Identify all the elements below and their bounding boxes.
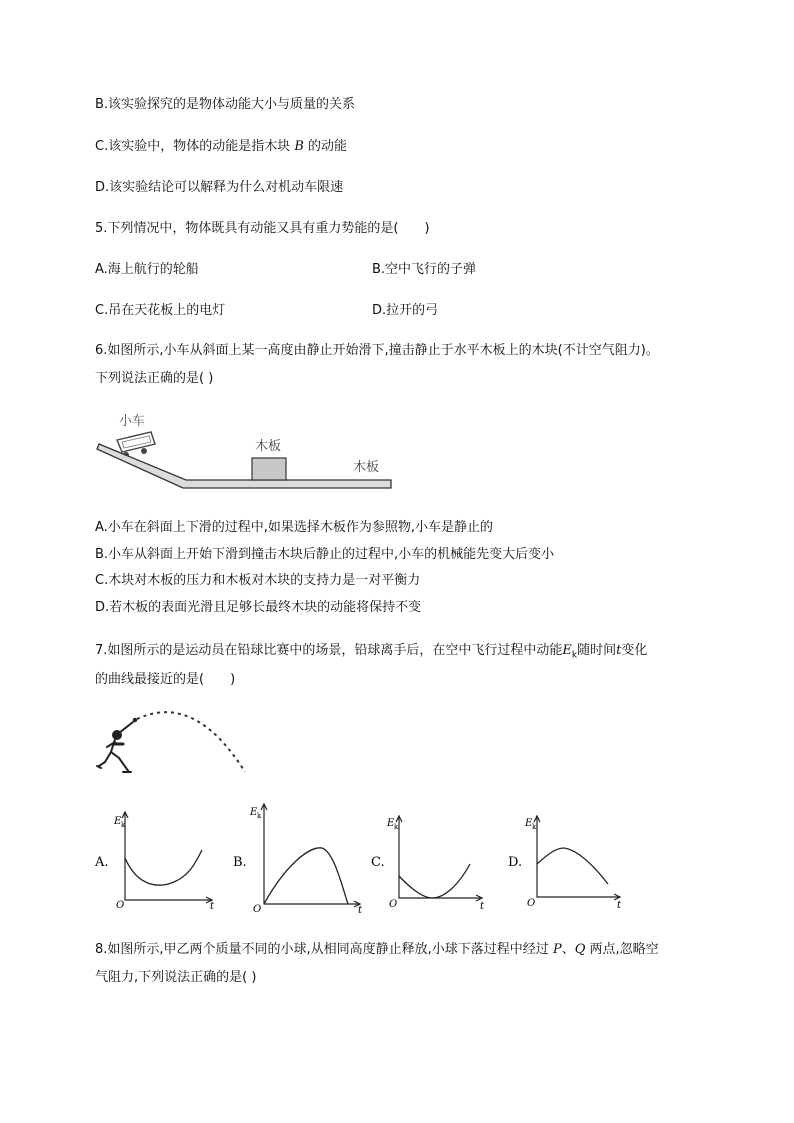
q7-graph-c-curve: [399, 864, 470, 898]
q6-option-d: D.若木板的表面光滑且足够长最终木块的动能将保持不变: [95, 600, 422, 615]
wood-block: [252, 458, 286, 480]
q8-point-q: Q: [574, 942, 586, 957]
q7-graph-b-ylabel: E: [250, 807, 258, 818]
q7-graph-a-label: A.: [95, 855, 109, 870]
q7-graph-a-ysub: k: [121, 821, 126, 829]
shot-trajectory: [137, 712, 245, 772]
q7-graph-b-origin: O: [253, 904, 262, 915]
q6-option-a: A.小车在斜面上下滑的过程中,如果选择木板作为参照物,小车是静止的: [95, 520, 494, 535]
q7-graph-d-ysub: k: [532, 823, 537, 831]
q7-graph-c-ysub: k: [394, 823, 399, 831]
q7-var-e: E: [562, 643, 572, 658]
q7-graph-d: [508, 816, 622, 911]
q6-stem-line1: 6.如图所示,小车从斜面上某一高度由静止开始滑下,撞击静止于水平木板上的木块(不计空气阻力)。: [95, 343, 659, 358]
athlete-icon: [97, 722, 133, 772]
q6-option-c: C.木块对木板的压力和木板对木块的支持力是一对平衡力: [95, 573, 421, 588]
q7-graph-d-label: D.: [508, 855, 523, 870]
q6-stem-line2: 下列说法正确的是( ): [95, 371, 214, 386]
q7-graph-d-xlabel: t: [617, 900, 622, 911]
q7-stem-tail: 变化: [621, 643, 648, 658]
q7-graph-c-ylabel: E: [387, 818, 395, 829]
q7-stem-text: 7.如图所示的是运动员在铅球比赛中的场景，铅球离手后，在空中飞行过程中动能: [95, 643, 563, 658]
q7-graph-c-xlabel: t: [480, 901, 485, 912]
q7-var-e-sub: k: [571, 650, 578, 661]
q7-graph-b-label: B.: [233, 855, 247, 870]
q7-graph-d-origin: O: [527, 898, 536, 909]
q8-stem-text: 8.如图所示,甲乙两个质量不同的小球,从相同高度静止释放,小球下落过程中经过: [95, 942, 553, 957]
shot-ball-icon: [133, 718, 137, 722]
q4-option-c: [95, 137, 347, 157]
q7-graph-a-curve: [125, 850, 202, 885]
q4-option-d: D.该实验结论可以解释为什么对机动车限速: [95, 180, 344, 195]
q7-var-t: t: [616, 643, 622, 658]
q7-option-graphs: [90, 800, 710, 920]
q7-stem-line2: 的曲线最接近的是( ): [95, 672, 236, 687]
q4-option-c-text: C.该实验中，物体的动能是指木块: [95, 139, 295, 154]
q5-option-b: B.空中飞行的子弹: [372, 262, 477, 277]
q5-option-a: A.海上航行的轮船: [95, 262, 199, 277]
q7-graph-c: [371, 816, 485, 912]
q7-graph-c-label: C.: [371, 855, 385, 870]
q7-graph-d-ylabel: E: [525, 818, 533, 829]
q7-graph-a-ylabel: E: [114, 816, 122, 827]
q8-stem-tail: 两点,忽略空: [585, 942, 659, 957]
q7-graph-b-xlabel: t: [358, 905, 363, 916]
q5-option-d: D.拉开的弓: [372, 303, 439, 318]
q7-graph-c-origin: O: [389, 899, 398, 910]
q6-label-block: 木板: [255, 439, 282, 454]
q7-stem-line1: [95, 641, 647, 666]
q7-figure-shot-put: [95, 700, 255, 780]
q6-label-cart: 小车: [119, 414, 146, 429]
q7-stem-mid: 随时间: [577, 643, 617, 658]
q7-graph-b: [233, 804, 363, 916]
q5-option-c: C.吊在天花板上的电灯: [95, 303, 226, 318]
q6-label-board: 木板: [353, 460, 380, 475]
q6-option-b: B.小车从斜面上开始下滑到撞击木块后静止的过程中,小车的机械能先变大后变小: [95, 547, 555, 562]
q8-sep: 、: [561, 942, 575, 957]
q7-graph-a: [94, 812, 215, 912]
q7-graph-b-ysub: k: [257, 812, 262, 820]
q8-stem-line1: [95, 940, 659, 960]
q8-stem-line2: 气阻力,下列说法正确的是( ): [95, 970, 257, 985]
q4-option-c-var: B: [294, 139, 304, 154]
q7-graph-a-xlabel: t: [210, 901, 215, 912]
q5-stem: 5.下列情况中，物体既具有动能又具有重力势能的是( ): [95, 221, 430, 236]
q4-option-b: B.该实验探究的是物体动能大小与质量的关系: [95, 97, 356, 112]
q7-graph-d-curve: [537, 848, 608, 884]
q7-graph-a-origin: O: [116, 900, 125, 911]
q7-graph-b-curve: [264, 848, 348, 904]
q6-figure-ramp: [95, 408, 395, 493]
q4-option-c-tail: 的动能: [303, 139, 348, 154]
q8-point-p: P: [552, 942, 562, 957]
